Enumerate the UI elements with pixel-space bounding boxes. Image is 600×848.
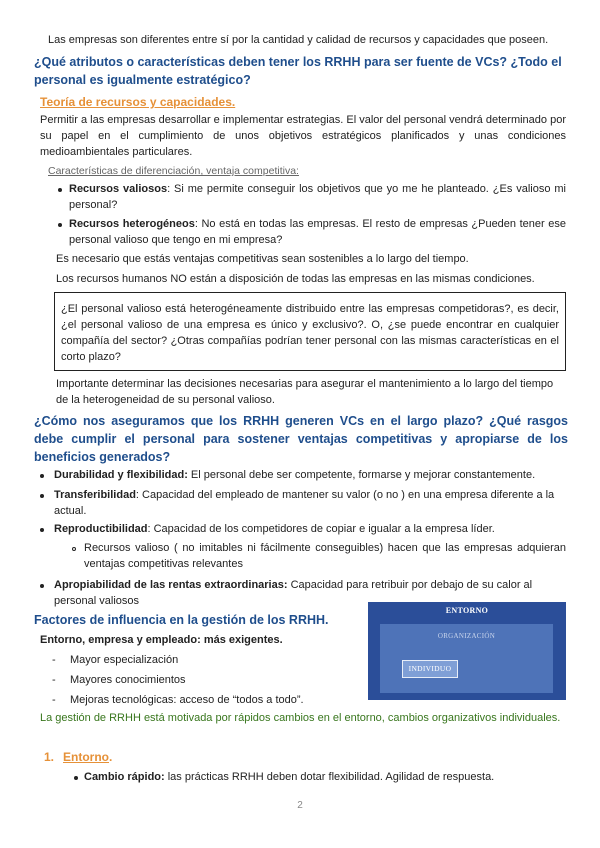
bullet-dot — [40, 494, 44, 498]
reproductibilidad-sub: Recursos valioso ( no imitables ni fácilmente conseguibles) hacen que las empresas adquieran ventajas competitivas relevantes — [84, 542, 566, 570]
dash-marker: - — [52, 654, 56, 666]
theory-heading: Teoría de recursos y capacidades. — [40, 95, 236, 109]
sub-bullet-circle — [72, 547, 76, 551]
note-recursos-humanos: Los recursos humanos NO están a disposición de todas las empresas en las mismas condiciones. — [56, 273, 535, 285]
trait-reproductibilidad: Reproductibilidad: Capacidad de los competidores de copiar e igualar a la empresa líder. — [54, 523, 495, 535]
entorno-diagram — [368, 602, 566, 700]
boxed-question: ¿El personal valioso está heterogéneamente distribuido entre las empresas competidoras?, es decir, ¿el personal valioso de una empresa es único y exclusivo?. O, ¿se puede encontrar en cualquier compañía del sector? ¿Otras compañías podrían tener personal con las mismas características en el corto plazo? — [61, 303, 559, 363]
page-number: 2 — [297, 800, 303, 811]
heading-factores: Factores de influencia en la gestión de los RRHH. — [34, 613, 329, 627]
note-sostenibles: Es necesario que estás ventajas competitivas sean sostenibles a lo largo del tiempo. — [56, 253, 469, 265]
numbered-marker: 1. — [44, 750, 55, 764]
factor-item: Mejoras tecnológicas: acceso de “todos a todo”. — [70, 694, 304, 706]
numbered-heading-entorno: Entorno. — [63, 750, 113, 764]
trait-apropiabilidad: Apropiabilidad de las rentas extraordinarias: Capacidad para retribuir por debajo de su calor al personal valiosos — [54, 579, 533, 607]
bullet-dot — [40, 474, 44, 478]
heading-attributes: ¿Qué atributos o características deben tener los RRHH para ser fuente de VCs? ¿Todo el personal es igualmente estratégico? — [34, 55, 562, 87]
theory-paragraph: Permitir a las empresas desarrollar e implementar estrategias. El valor del personal vendrá determinado por su papel en el cumplimiento de unos objetivos estratégicos planificados y unas condiciones medioambientales particulares. — [40, 114, 566, 158]
features-subheading: Características de diferenciación, ventaja competitiva: — [48, 165, 299, 177]
heading-long-term: ¿Cómo nos aseguramos que los RRHH generen VCs en el largo plazo? ¿Qué rasgos debe cumplir el personal para sostener ventajas competitivas y apropiarse de los beneficios generados? — [34, 414, 568, 464]
factor-item: Mayores conocimientos — [70, 674, 186, 686]
individuo-box: INDIVIDUO — [402, 660, 458, 678]
important-note: Importante determinar las decisiones necesarias para asegurar el mantenimiento a lo largo del tiempo de la heterogeneidad de su personal valioso. — [56, 378, 554, 406]
intro-line: Las empresas son diferentes entre sí por la cantidad y calidad de recursos y capacidades que poseen. — [48, 34, 549, 46]
organizacion-box — [380, 624, 553, 693]
question-box — [54, 292, 566, 371]
feature-valiosos: Recursos valiosos: Si me permite conseguir los objetivos que yo me he planteado. ¿Es valioso mi personal? — [69, 183, 566, 211]
bullet-dot — [58, 188, 62, 192]
trait-transferibilidad: Transferibilidad: Capacidad del empleado de mantener su valor (o no ) en una empresa diferente a la actual. — [54, 489, 555, 517]
dash-marker: - — [52, 694, 56, 706]
feature-heterogeneos: Recursos heterogéneos: No está en todas las empresas. El resto de empresas ¿Pueden tener ese personal valioso que tengo en mi empresa? — [69, 218, 566, 246]
diagram-outer-label: ENTORNO — [445, 606, 489, 615]
trait-durabilidad: Durabilidad y flexibilidad: El personal debe ser competente, formarse y mejorar constantemente. — [54, 469, 536, 481]
bullet-dot — [40, 584, 44, 588]
bullet-dot — [58, 223, 62, 227]
bullet-dot — [40, 528, 44, 532]
entorno-item: Cambio rápido: las prácticas RRHH deben dotar flexibilidad. Agilidad de respuesta. — [84, 771, 495, 783]
dash-marker: - — [52, 674, 56, 686]
diagram-middle-label: ORGANIZACIÓN — [437, 632, 496, 640]
green-note: La gestión de RRHH está motivada por rápidos cambios en el entorno, cambios organizativos individuales. — [40, 712, 561, 724]
bullet-dot — [74, 776, 78, 780]
factor-item: Mayor especialización — [70, 654, 179, 666]
factors-lead: Entorno, empresa y empleado: más exigentes. — [40, 634, 283, 646]
